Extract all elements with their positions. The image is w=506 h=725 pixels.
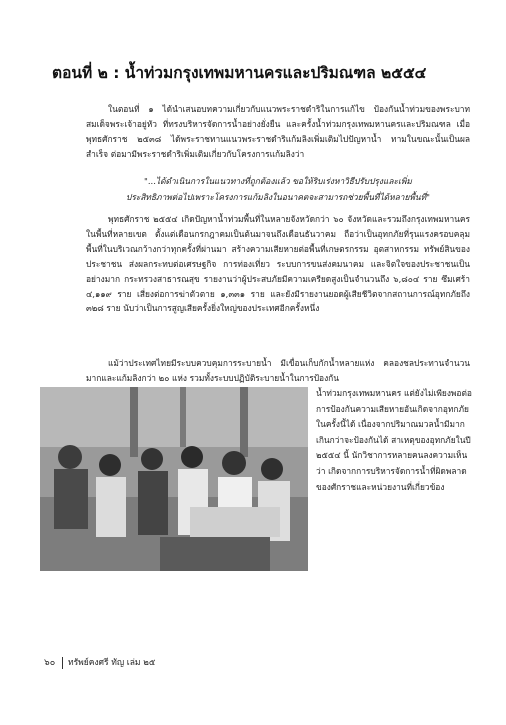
publication-name: ทรัพย์คงศรี ทัญ เล่ม ๒๕ [68, 658, 156, 668]
paragraph-flood-cause-side: น้ำท่วมกรุงเทพมหานคร แต่ยังไม่เพียงพอต่อการป้องกันความเสียหายอันเกิดจากอุทกภัยในครั้งนี้ได้ เนื่องจากปริมาณมวลน้ำมีมากเกินกว่าจะป้องกันได้ สาเหตุของอุทกภัยในปี ๒๕๕๔ นี้ นักวิชาการหลายคนลงความเห็นว่า เกิดจากการบริหารจัดการน้ำที่ผิดพลาดของศักราชและหน่วยงานที่เกี่ยวข้อง [316, 388, 472, 492]
page-title: ตอนที่ ๒ : น้ำท่วมกรุงเทพมหานครและปริมณฑล ๒๕๕๔ [52, 64, 427, 82]
quote-line-2: ประสิทธิภาพต่อไปเพราะโครงการแก้มลิงในอนาคตจะสามารถช่วยพื้นที่ได้หลายพื้นที่" [126, 192, 430, 202]
quote-line-1: "...ได้ดำเนินการในแนวทางที่ถูกต้องแล้ว ขอให้ริบเร่งหาวิธีปรับปรุงและเพิ่ม [144, 176, 412, 186]
photo-illustration [40, 387, 308, 571]
page-number: ๖๐ [44, 658, 56, 668]
paragraph-intro: ในตอนที่ ๑ ได้นำเสนอบทความเกี่ยวกับแนวพระราชดำริในการแก้ไข ป้องกันน้ำท่วมของพระบาทสมเด็จพระเจ้าอยู่หัว ที่ทรงบริหารจัดการน้ำอย่างยั่งยืน และครั้งน้ำท่วมกรุงเทพมหานครและปริมณฑล เมื่อพุทธศักราช ๒๕๓๘ ได้พระราชทานแนวพระราชดำริแก้มลิงเพิ่มเติมไปปัญหาน้ำ ทามในขณะนั้นเป็นผลสำเร็จ ต่อมามีพระราชดำริเพิ่มเติมเกี่ยวกับโครงการแก้มลิงว่า [86, 104, 470, 159]
footer-divider [62, 657, 63, 669]
royal-quote [86, 173, 470, 205]
paragraph-flood-cause-top: แม้ว่าประเทศไทยมีระบบควบคุมการระบายน้ำ มีเขื่อนเก็บกักน้ำหลายแห่ง คลองชลประทานจำนวนมากและแก้มลิงกว่า ๒๐ แห่ง รวมทั้งระบบปฏิบัติระบายน้ำในการป้องกัน [86, 358, 470, 383]
paragraph-flood-2554: พุทธศักราช ๒๕๕๔ เกิดปัญหาน้ำท่วมพื้นที่ในหลายจังหวัดกว่า ๖๐ จังหวัดและรวมถึงกรุงเทพมหานครในพื้นที่หลายเขต ตั้งแต่เดือนกรกฎาคมเป็นต้นมาจนถึงเดือนธันวาคม ถือว่าเป็นอุทกภัยที่รุนแรงครอบคลุมพื้นที่ในบริเวณกว้างกว่าทุกครั้งที่ผ่านมา สร้างความเสียหายต่อพื้นที่เกษตรกรรม อุตสาหกรรม ทรัพย์สินของประชาชน ส่งผลกระทบต่อเศรษฐกิจ การท่องเที่ยว ระบบการขนส่งคมนาคม และจิตใจของประชาชนเป็นอย่างมาก กระทรวงสาธารณสุข รายงานว่าผู้ประสบภัยมีความเครียดสูงเป็นจำนวนถึง ๖,๘๐๔ ราย ซึมเศร้า ๔,๑๑๙ ราย เสี่ยงต่อการฆ่าตัวตาย ๑,๓๓๑ ราย และยังมีรายงานยอดผู้เสียชีวิตจากสถานการณ์อุทกภัยถึง ๓๒๘ ราย นับว่าเป็นการสูญเสียครั้งยิ่งใหญ่ของประเทศอีกครั้งหนึ่ง [86, 214, 470, 314]
royal-visit-photo [40, 387, 308, 571]
